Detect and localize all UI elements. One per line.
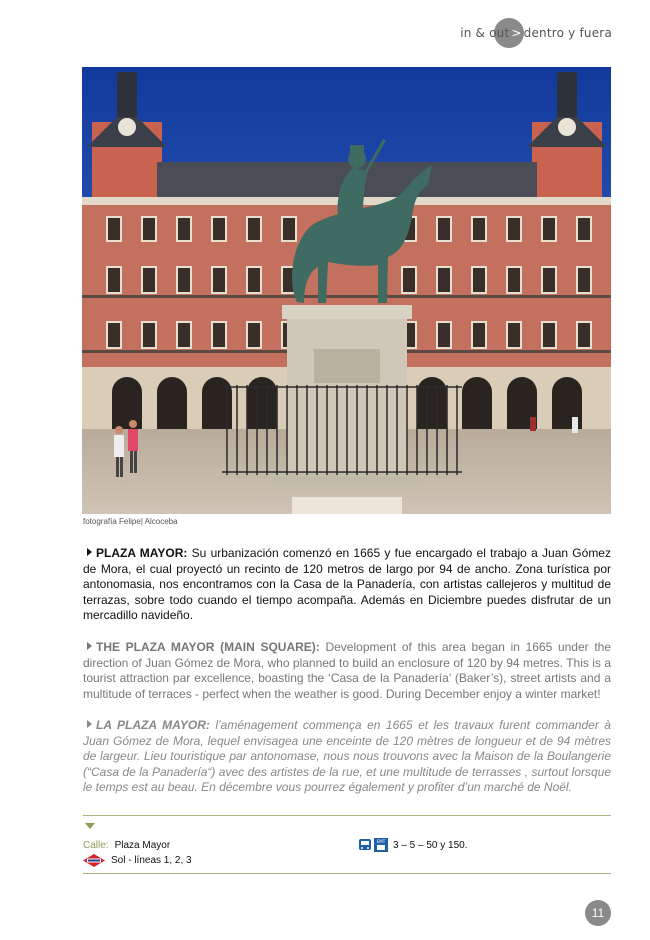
paragraph-spanish <box>83 546 611 624</box>
header-part2: dentro y fuera <box>523 26 612 40</box>
street-value: Plaza Mayor <box>114 840 171 851</box>
photo-credit: fotografía Felipe| Alcoceba <box>83 517 178 526</box>
paragraph-body: Su urbanización comenzó en 1665 y fue encargado el trabajo a Juan Gómez de Mora, el cual proyectó un recinto de 120 metros de largo por 94 de ancho. Zona turística por antonomasia, nos encontramos con la Casa de la Panadería, con artistas callejeros y multitud de terrazas, sobre todo cuando el tiempo acompaña. Además en Diciembre puedes disfrutar de un mercadillo navideño. <box>83 546 611 622</box>
paragraph-french <box>83 718 611 796</box>
emt-badge-text: EMT <box>376 839 386 844</box>
street-label: Calle: <box>83 840 109 851</box>
bus-icon <box>358 838 372 852</box>
divider-top <box>83 815 611 816</box>
metro-logo-icon <box>83 854 105 867</box>
street-info <box>83 840 170 851</box>
section-header <box>460 18 612 48</box>
bullet-arrow-icon <box>87 720 92 728</box>
emt-badge-icon <box>374 838 388 852</box>
paragraph-title: PLAZA MAYOR: <box>96 546 188 560</box>
bus-info <box>358 838 468 852</box>
paragraph-english <box>83 640 611 702</box>
paragraph-title: LA PLAZA MAYOR: <box>96 718 210 732</box>
paragraph-title: THE PLAZA MAYOR (MAIN SQUARE): <box>96 640 320 654</box>
bullet-arrow-icon <box>87 642 92 650</box>
header-separator: > <box>511 26 522 40</box>
divider-bottom <box>83 873 611 874</box>
metro-info <box>83 854 192 867</box>
plaza-mayor-photo <box>82 67 611 514</box>
page-number: 11 <box>585 900 611 926</box>
bullet-arrow-icon <box>87 548 92 556</box>
paragraph-body: l’aménagement commença en 1665 et les travaux furent commander à Juan Gómez de Mora, lequel envisagea une enceinte de 120 mètres de longueur et de 94 mètres de largeur. Lieu touristique par antonomase, nous nous trouvons avec la Maison de la Boulangerie (“Casa de la Panadería“) avec des artistes de la rue, et une multitude de terrasses , surtout lorsque le temps est au beau. En décembre vous pourrez également y profiter d’un marché de Noël. <box>83 718 611 794</box>
bus-value: 3 – 5 – 50 y 150. <box>393 839 468 851</box>
triangle-down-icon <box>85 823 95 829</box>
metro-value: Sol - líneas 1, 2, 3 <box>111 855 192 866</box>
paragraph-body: Development of this area began in 1665 under the direction of Juan Gómez de Mora, who planned to build an enclosure of 120 by 94 metres. This is a tourist attraction par excellence, boasting the ‘Casa de la Panadería’ (Baker’s), street artists and a multitude of terraces - perfect when the weather is good. During December enjoy a winter market! <box>83 640 612 701</box>
header-part1: in & out <box>460 26 510 40</box>
bus-icons <box>358 838 388 852</box>
